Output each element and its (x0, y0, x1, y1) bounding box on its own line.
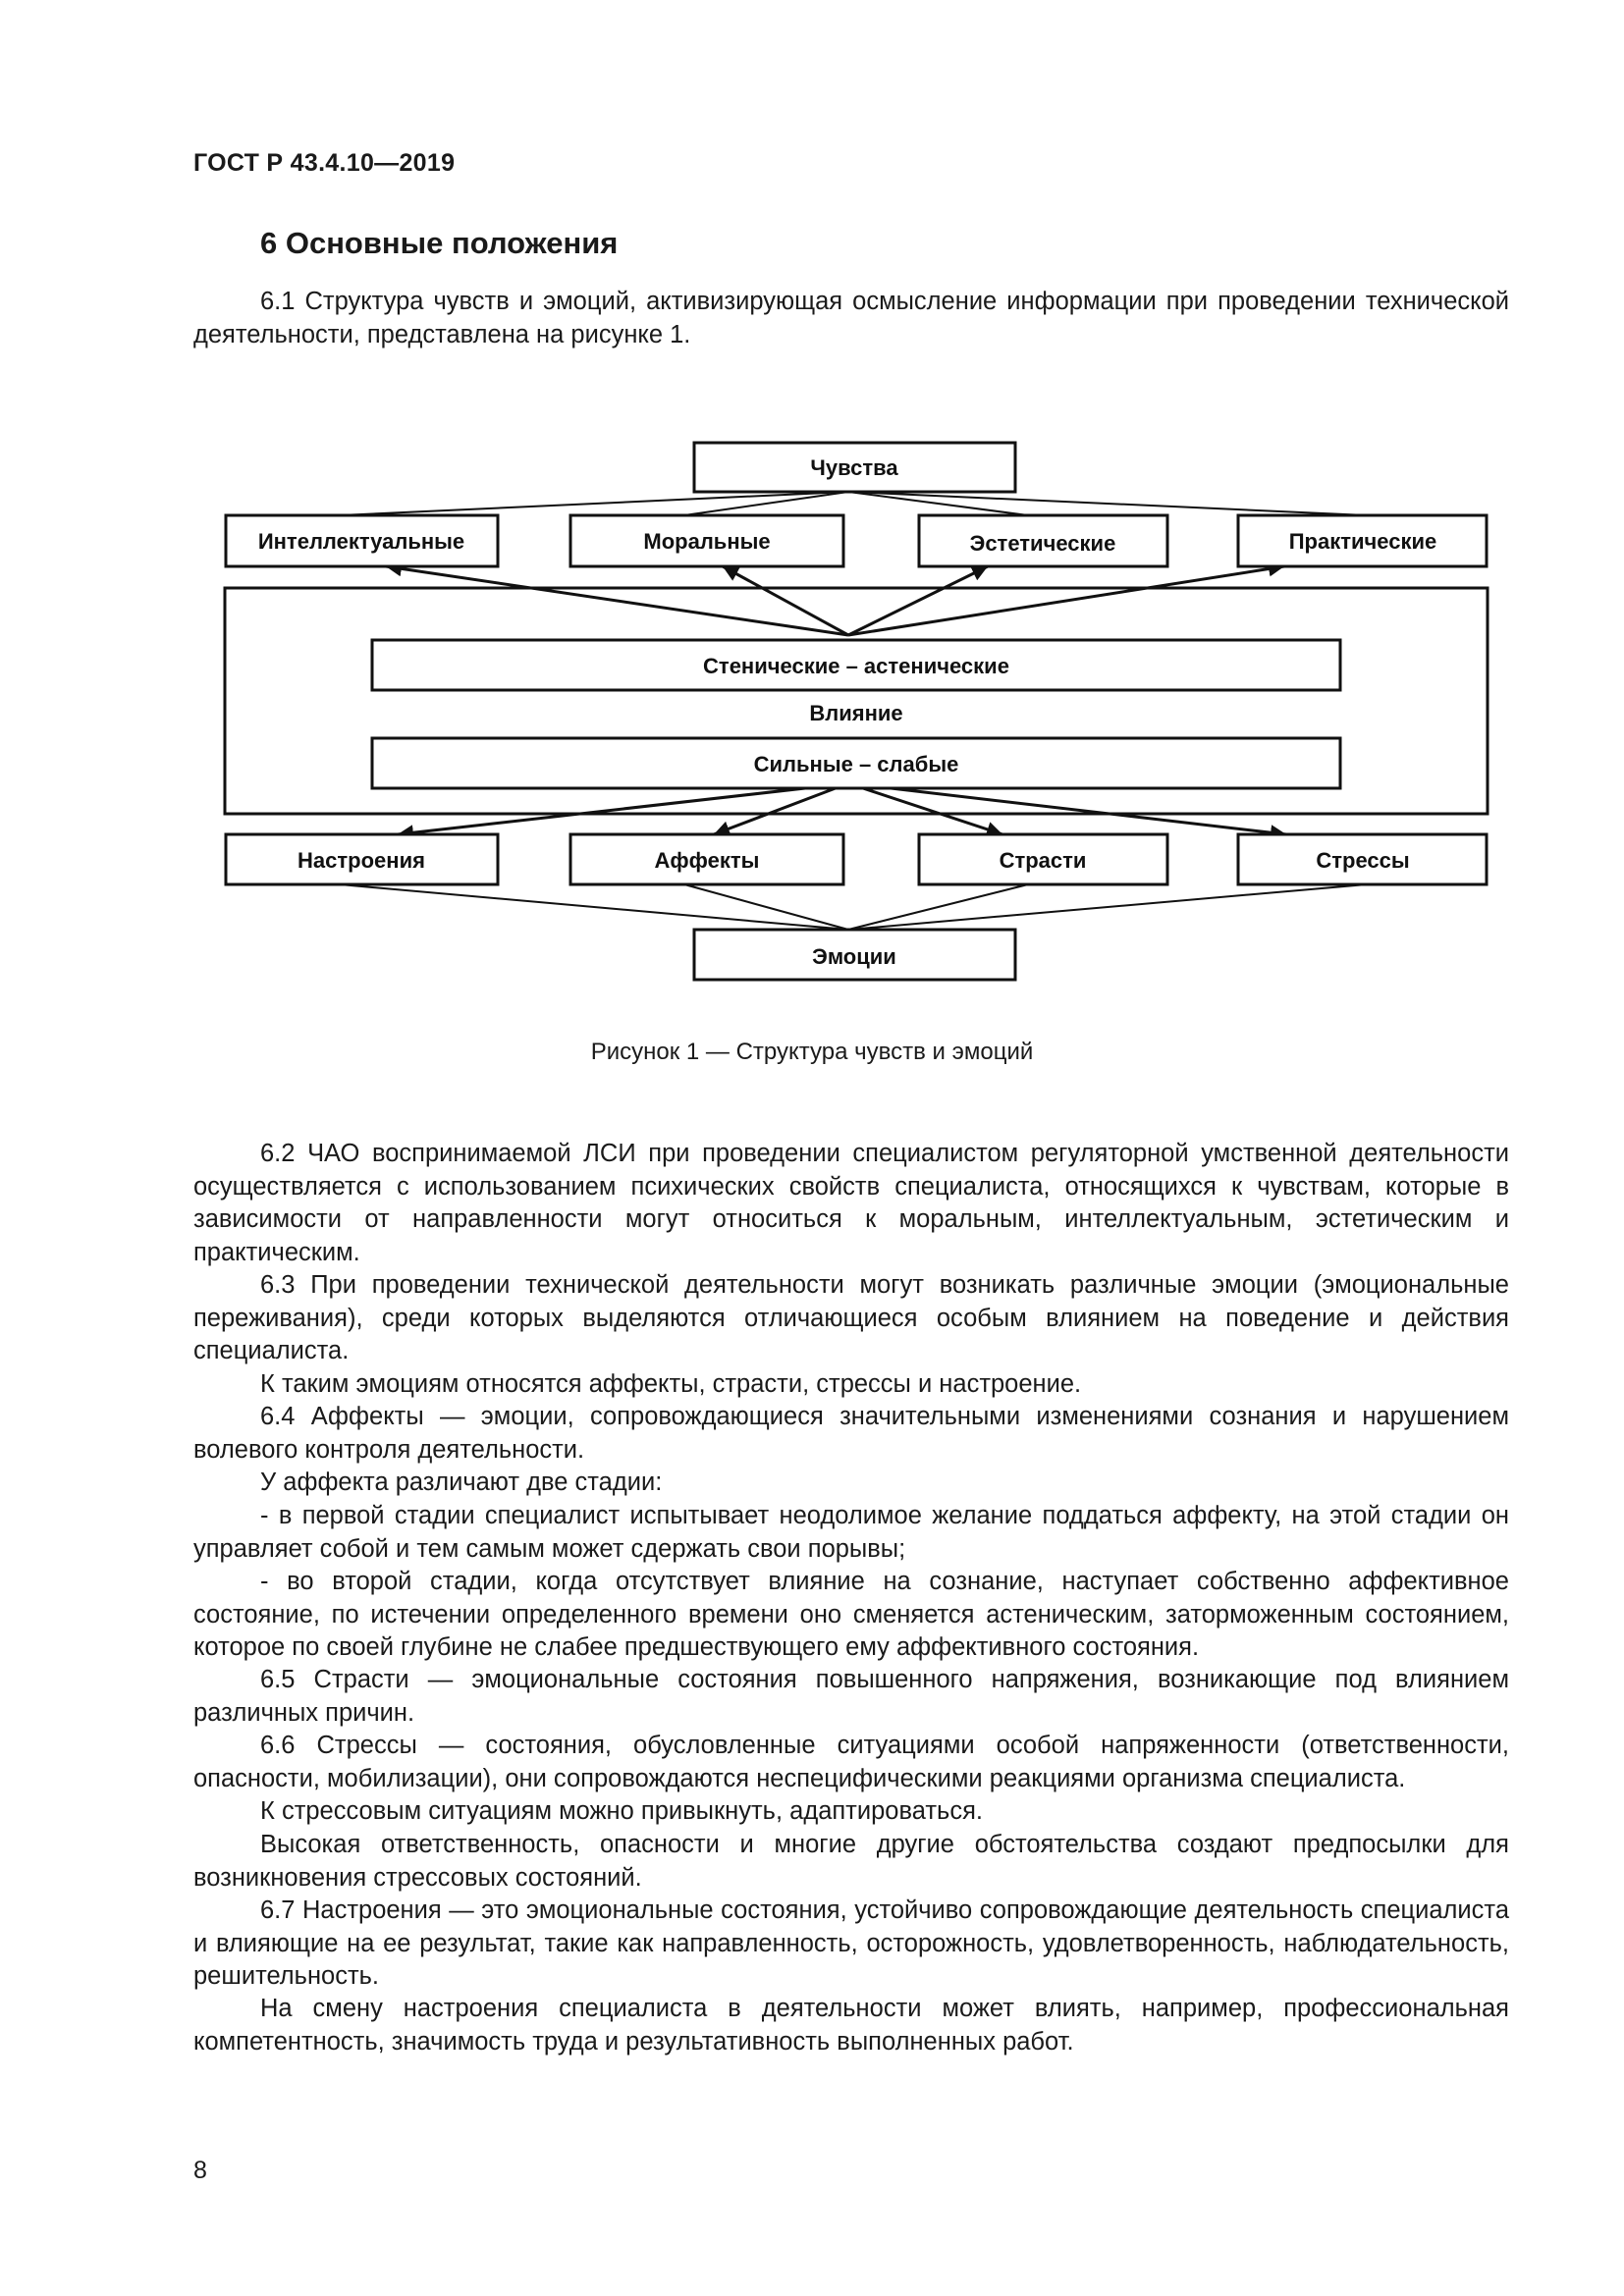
aesthetic-label: Эстетические (969, 531, 1116, 556)
paragraph-stress-conditions: Высокая ответственность, опасности и многие другие обстоятельства создают предпосылки для возникновения стрессовых состояний. (193, 1831, 1509, 1892)
arrow-to-practical (848, 566, 1284, 635)
paragraph-stress-adapt: К стрессовым ситуациям можно привыкнуть, адаптироваться. (260, 1797, 983, 1825)
list-item-stage-2: - во второй стадии, когда отсутствует влияние на сознание, наступает собственно аффективное состояние, по истечении определенного времени оно сменяется астеническим, заторможенным состоянием, которое по своей глубине не слабее предшествующего ему аффективного состояния. (193, 1568, 1509, 1661)
paragraph-emotions-list: К таким эмоциям относятся аффекты, страсти, стрессы и настроение. (260, 1370, 1082, 1398)
stresses-label: Стрессы (1316, 848, 1410, 873)
list-item-stage-1: - в первой стадии специалист испытывает неодолимое желание поддаться аффекту, на этой стадии он управляет собой и тем самым может сдержать свои порывы; (193, 1502, 1509, 1563)
paragraph-6-7: 6.7 Настроения — это эмоциональные состояния, устойчиво сопровождающие деятельность специалиста и влияющие на ее результат, такие как направленность, осторожность, удовлетворенность, наблюдательность, решительность. (193, 1896, 1509, 1990)
influence-label: Влияние (809, 701, 903, 725)
paragraph-mood-change: На смену настроения специалиста в деятельности может влиять, например, профессиональная компетентность, значимость труда и результативность выполненных работ. (193, 1995, 1509, 2056)
passions-label: Страсти (999, 848, 1087, 873)
paragraph-6-2: 6.2 ЧАО воспринимаемой ЛСИ при проведении специалистом регуляторной умственной деятельности осуществляется с использованием психических свойств специалиста, относящихся к чувствам, которые в зависимости от направленности могут относиться к моральным, интеллектуальным, эстетическим и практическим. (193, 1140, 1509, 1266)
bottom-connectors (340, 884, 1367, 930)
top-connectors (340, 492, 1367, 515)
arrow-to-intellectual (386, 566, 848, 635)
affects-label: Аффекты (654, 848, 760, 873)
intellectual-label: Интеллектуальные (257, 529, 465, 554)
arrows-to-emotions (398, 783, 1286, 834)
paragraph-6-5: 6.5 Страсти — эмоциональные состояния повышенного напряжения, возникающие под влиянием различных причин. (193, 1666, 1509, 1727)
practical-label: Практические (1288, 529, 1437, 554)
emotions-label: Эмоции (812, 944, 896, 969)
page-number: 8 (193, 2157, 207, 2184)
moods-label: Настроения (298, 848, 425, 873)
section-title: 6 Основные положения (260, 226, 619, 260)
arrows-to-feelings (386, 566, 1284, 635)
structure-diagram (0, 0, 1624, 1001)
sthenic-label: Стенические – астенические (703, 654, 1009, 678)
paragraph-intro: 6.1 Структура чувств и эмоций, активизирующая осмысление информации при проведении технической деятельности, представлена на рисунке 1. (193, 288, 1509, 348)
arrow-to-stresses (848, 783, 1286, 834)
document-code: ГОСТ Р 43.4.10—2019 (193, 149, 456, 177)
paragraph-affect-stages: У аффекта различают две стадии: (260, 1468, 663, 1496)
paragraph-6-3: 6.3 При проведении технической деятельности могут возникать различные эмоции (эмоциональные переживания), среди которых выделяются отличающиеся особым влиянием на поведение и действия специалиста. (193, 1271, 1509, 1364)
feelings-label: Чувства (810, 455, 898, 480)
figure-caption: Рисунок 1 — Структура чувств и эмоций (590, 1039, 1034, 1065)
paragraph-6-6: 6.6 Стрессы — состояния, обусловленные ситуациями особой напряженности (ответственности, опасности, мобилизации), они сопровождаются неспецифическими реакциями организма специалиста. (193, 1732, 1509, 1792)
strength-label: Сильные – слабые (753, 752, 959, 776)
paragraph-6-4: 6.4 Аффекты — эмоции, сопровождающиеся значительными изменениями сознания и нарушением волевого контроля деятельности. (193, 1403, 1509, 1464)
moral-label: Моральные (643, 529, 771, 554)
